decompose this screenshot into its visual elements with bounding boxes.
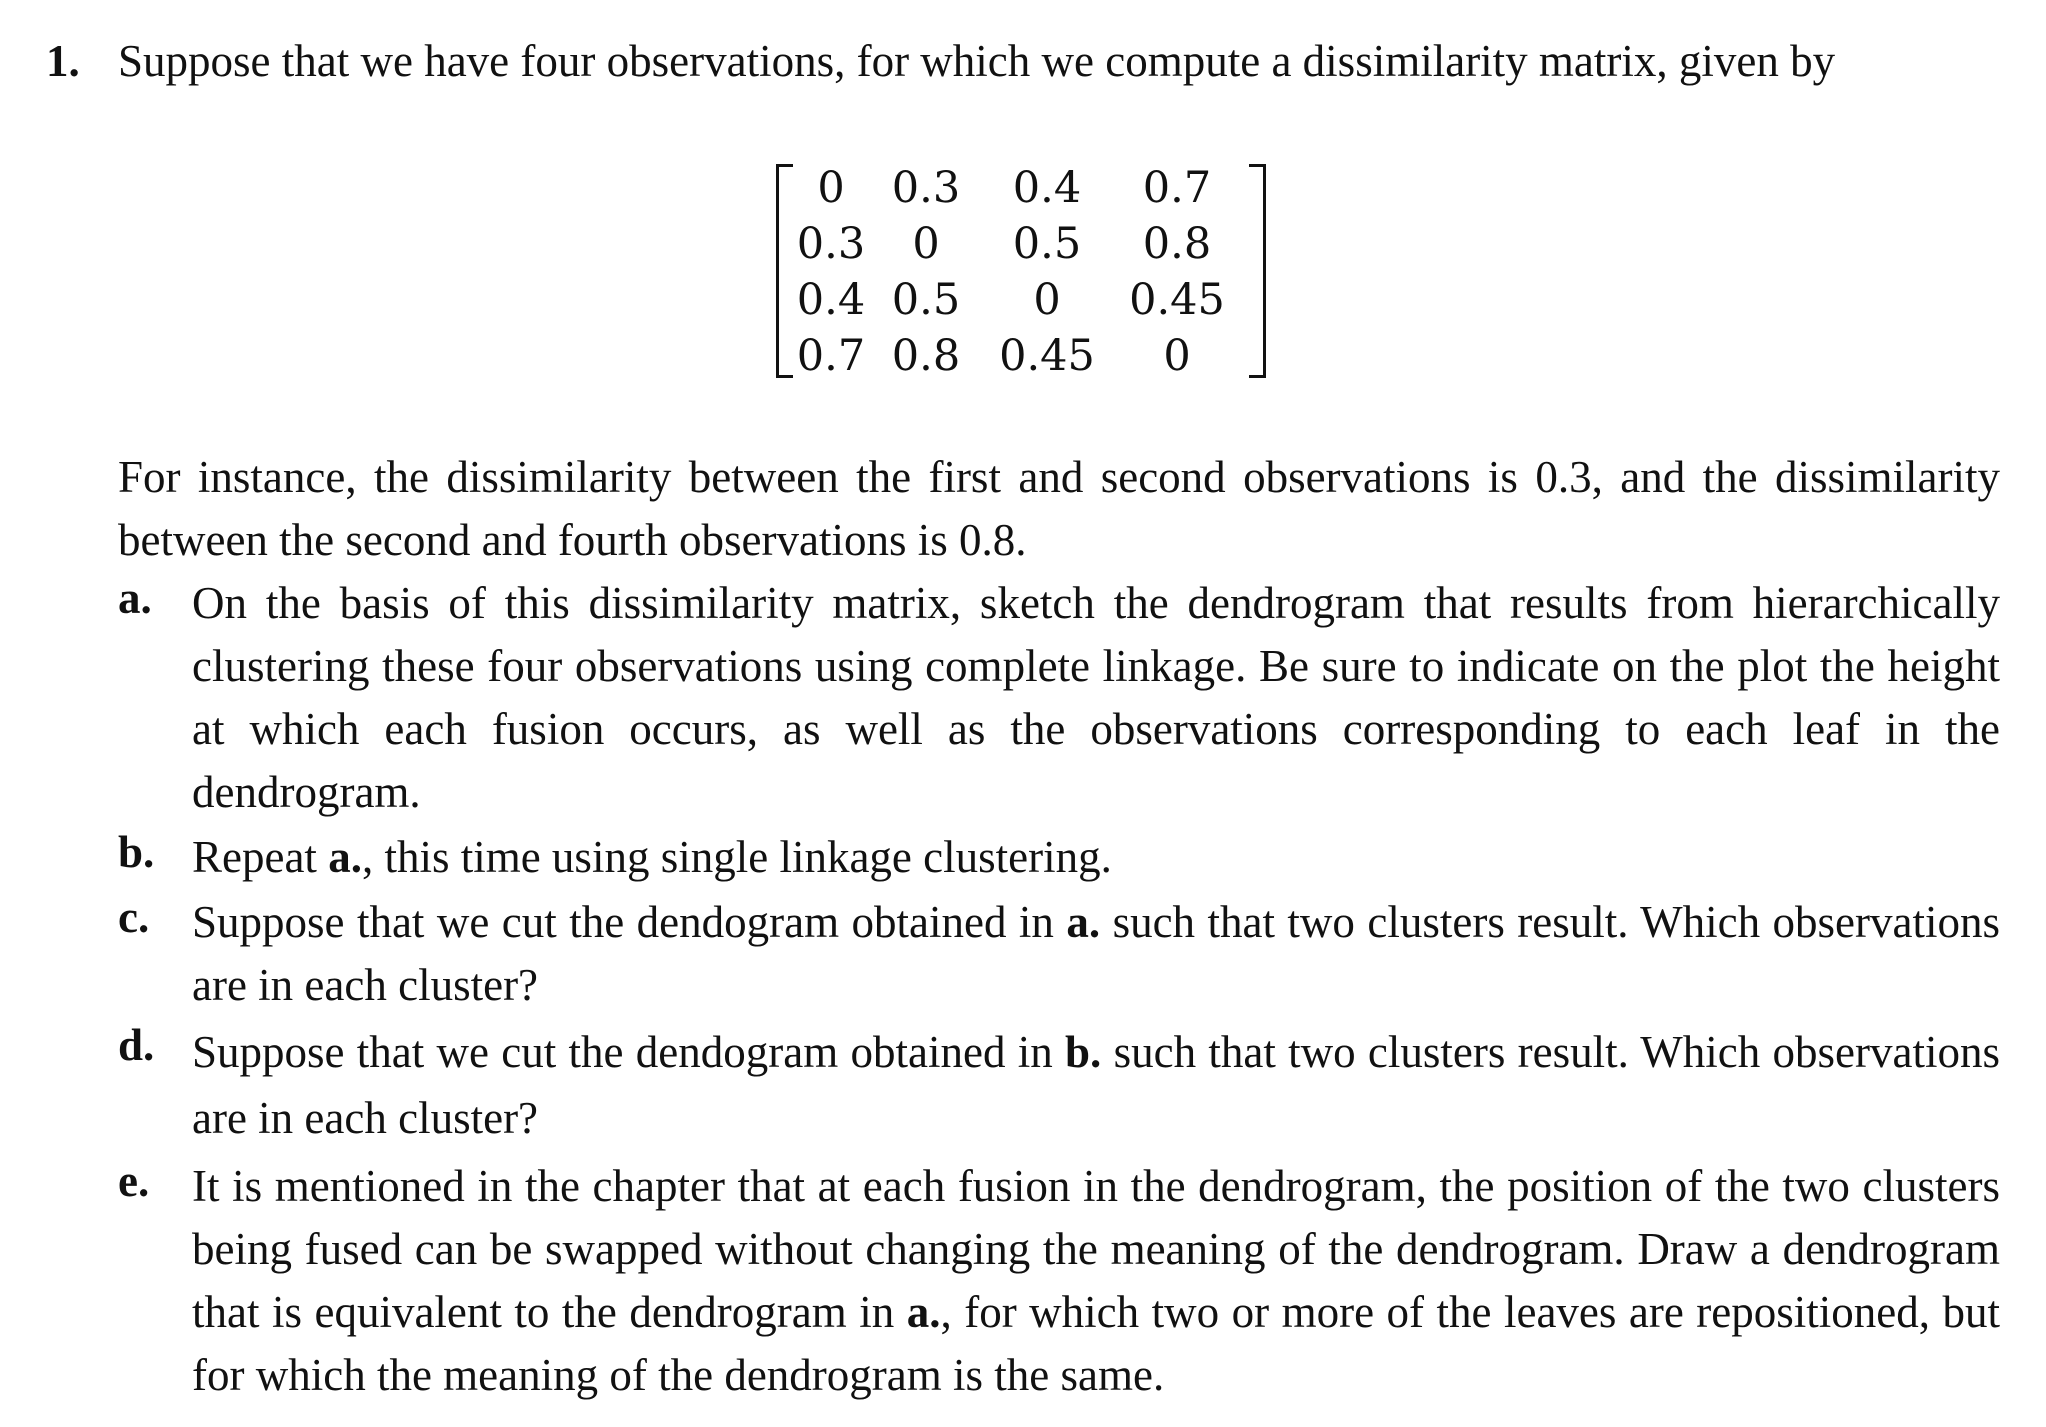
matrix-cell: 0 — [912, 219, 940, 269]
part-d — [118, 1019, 2000, 1151]
matrix-cell: 0.5 — [891, 275, 961, 325]
matrix-row — [794, 160, 1244, 216]
part-text — [192, 1155, 2000, 1407]
matrix-row — [794, 328, 1244, 384]
part-label: a. — [118, 573, 152, 623]
matrix-cell: 0.45 — [999, 331, 1095, 381]
matrix-cell: 0 — [1033, 275, 1061, 325]
part-reference: b. — [1065, 1027, 1102, 1077]
matrix-cell: 0.3 — [891, 163, 961, 213]
matrix-cell: 0.4 — [796, 275, 866, 325]
matrix-cell: 0.45 — [1129, 275, 1225, 325]
part-reference: a. — [906, 1287, 941, 1337]
question-header — [46, 32, 2006, 90]
matrix-cell: 0.8 — [891, 331, 961, 381]
matrix-left-bracket — [776, 164, 793, 378]
matrix-cell: 0.4 — [1012, 163, 1082, 213]
matrix-cell: 0.7 — [1142, 163, 1212, 213]
part-text-post: such that two clusters result. Which observations are in each cluster? — [192, 897, 2000, 1010]
explanation-paragraph: For instance, the dissimilarity between the first and second observations is 0.3, and the dissimilarity between the second and fourth observations is 0.8. — [118, 452, 2000, 565]
part-label: e. — [118, 1156, 150, 1206]
matrix-cell: 0.5 — [1012, 219, 1082, 269]
part-label: b. — [118, 827, 155, 877]
part-a — [118, 572, 2000, 824]
matrix-grid — [794, 160, 1244, 384]
part-reference: a. — [1066, 897, 1101, 947]
question-number: 1. — [46, 36, 80, 86]
part-text: On the basis of this dissimilarity matrix, sketch the dendrogram that results from hierarchically clustering these four observations using complete linkage. Be sure to indicate on the plot the height at which each fusion occurs, as well as the observations corresponding to each leaf in the dendrogram. — [192, 578, 2000, 817]
question-intro: Suppose that we have four observations, for which we compute a dissimilarity matrix, given by — [118, 36, 1836, 86]
part-label: c. — [118, 892, 150, 942]
matrix-cell: 0 — [1163, 331, 1191, 381]
part-text-pre: Suppose that we cut the dendogram obtained in — [192, 897, 1067, 947]
matrix-cell: 0.7 — [796, 331, 866, 381]
part-text-post: , this time using single linkage clustering. — [361, 832, 1112, 882]
part-b — [118, 826, 2000, 889]
part-label: d. — [118, 1020, 155, 1070]
part-text-pre: It is mentioned in the chapter that at each fusion in the dendrogram, the position of the two clusters being fused can be swapped without changing the meaning of the dendrogram. Draw a dendrogram that is equivalent to the dendrogram in — [192, 1161, 2000, 1337]
part-text-pre: Suppose that we cut the dendogram obtained in — [192, 1027, 1066, 1077]
matrix-row — [794, 216, 1244, 272]
matrix-cell: 0.3 — [796, 219, 866, 269]
matrix-cell: 0 — [817, 163, 845, 213]
part-c — [118, 891, 2000, 1017]
matrix-row — [794, 272, 1244, 328]
part-e — [118, 1155, 2000, 1407]
part-text-post: such that two clusters result. Which observations are in each cluster? — [192, 1027, 2000, 1143]
dissimilarity-matrix — [776, 160, 1266, 382]
matrix-right-bracket — [1249, 164, 1266, 378]
part-text — [192, 826, 2000, 889]
part-text — [192, 891, 2000, 1017]
part-reference: a. — [328, 832, 362, 882]
question-parts — [118, 572, 2000, 1407]
part-text-pre: Repeat — [192, 832, 329, 882]
matrix-cell: 0.8 — [1142, 219, 1212, 269]
part-text — [192, 1019, 2000, 1151]
part-text-post: , for which two or more of the leaves are repositioned, but for which the meaning of the dendrogram is the same. — [192, 1287, 2001, 1400]
